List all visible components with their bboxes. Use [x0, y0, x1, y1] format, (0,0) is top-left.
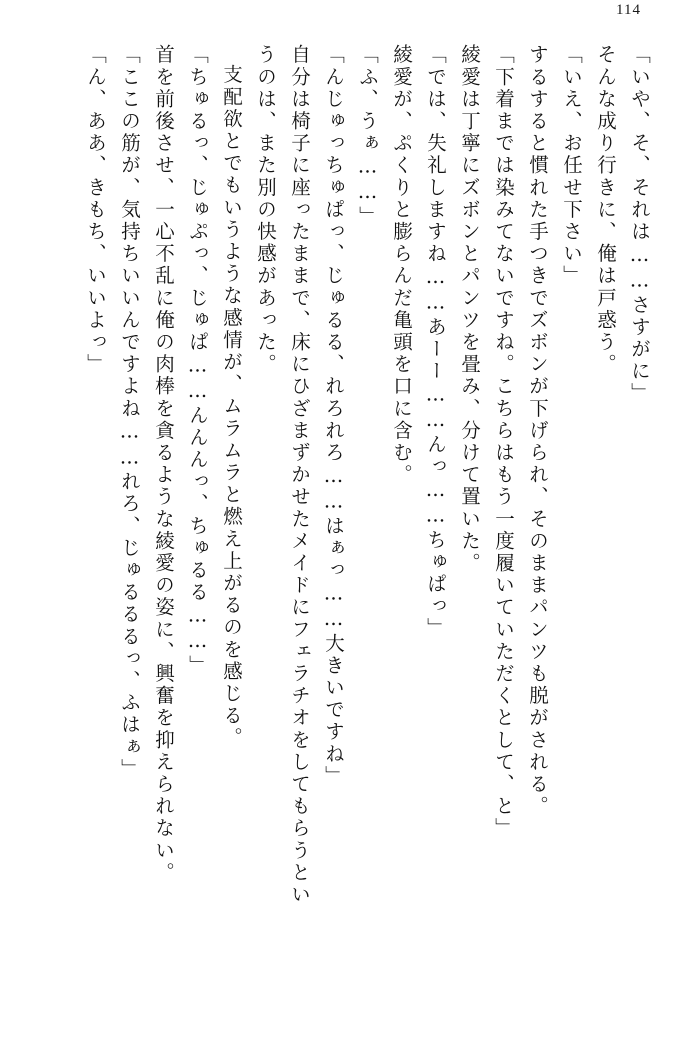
text-line: 綾愛が、ぷくりと膨らんだ亀頭を口に含む。 — [390, 44, 413, 486]
text-line: そんな成り行きに、俺は戸惑う。 — [594, 44, 617, 376]
text-line: 「ん、ああ、きもち、いいよっ」 — [84, 44, 107, 376]
text-line: 「いえ、お任せ下さい」 — [560, 44, 583, 288]
text-line: 「下着までは染みてないですね。こちらはもう一度履いていただくとして、と」 — [492, 44, 515, 840]
text-line: 「ふ、うぁ……」 — [356, 44, 379, 228]
text-line: うのは、また別の快感があった。 — [254, 44, 277, 376]
text-line: 「いや、そ、それは……さすがに」 — [628, 44, 651, 405]
text-line: 自分は椅子に座ったままで、床にひざまずかせたメイドにフェラチオをしてもらうとい — [288, 44, 311, 906]
text-line: 「んじゅっちゅぱっ、じゅるる、れろれろ……はぁっ……大きいですね」 — [322, 44, 345, 788]
vertical-text-body — [28, 44, 649, 1020]
text-line: 綾愛は丁寧にズボンとパンツを畳み、分けて置いた。 — [458, 44, 481, 575]
text-line: 「では、失礼しますね……あーー……んっ……ちゅぱっ」 — [424, 44, 447, 640]
text-line: 「ちゅるっ、じゅぷっ、じゅぱ……んんんっ、ちゅるる……」 — [186, 44, 209, 677]
text-line: するすると慣れた手つきでズボンが下げられ、そのままパンツも脱がされる。 — [526, 44, 549, 818]
page-number: 114 — [616, 2, 641, 18]
text-line: 「ここの筋が、気持ちいいんですよね……れろ、じゅるるるっ、ふはぁ」 — [118, 44, 141, 781]
text-line: 支配欲とでもいうような感情が、ムラムラと燃え上がるのを感じる。 — [220, 64, 243, 750]
text-line: 首を前後させ、一心不乱に俺の肉棒を貪るような綾愛の姿に、興奮を抑えられない。 — [152, 44, 175, 884]
